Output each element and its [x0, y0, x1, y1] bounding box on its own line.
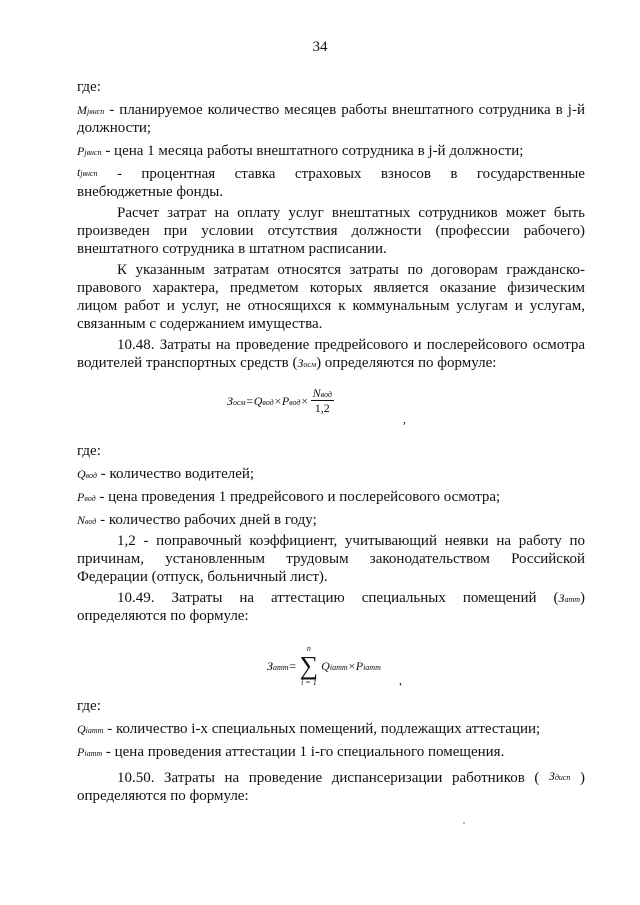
def-price: Pjвнсп - цена 1 месяца работы внештатного сотрудника в j-й должности;	[77, 143, 524, 159]
formula-att-q: Qiатт	[321, 658, 348, 673]
page-number: 34	[312, 39, 328, 55]
def-rate-line1: tjвнсп - процентная ставка страховых взносов в государственные	[77, 165, 585, 182]
where-label-2: где:	[77, 443, 101, 459]
def-attestation-price: Рiатт - цена проведения аттестации 1 i-го специального помещения.	[77, 744, 505, 760]
symbol-z-disp: Здисп	[548, 769, 571, 783]
formula-att-p: Piатт	[355, 658, 381, 673]
formula-att: Затт = n ∑ i = 1 Qiатт × Piатт ,	[267, 644, 402, 687]
def-rate-line2: внебюджетные фонды.	[77, 184, 224, 200]
def-coefficient: 1,2 - поправочный коэффициент, учитывающий неявки на работу по причинам, установленным трудовым законодательством Российской Федерации (отпуск, больничный лист).	[77, 533, 585, 585]
def-rate	[77, 165, 585, 201]
formula-osm-fraction: $\frac{\text{Nвод}}{1,2}$	[312, 386, 332, 416]
symbol-p-jvnsp: Pjвнсп	[77, 144, 102, 158]
paragraph-calc: Расчет затрат на оплату услуг внештатных сотрудников может быть произведен при условии отсутствия должности (профессии рабочего) внештатного сотрудника в штатном расписании.	[77, 205, 585, 257]
section-10-49-heading: 10.49. Затраты на аттестацию специальных помещений (Затт) определяются по формуле:	[77, 590, 585, 624]
formula-osm-q: Qвод	[253, 393, 274, 408]
def-inspection-price: Рвод - цена проведения 1 предрейсового и послерейсового осмотра;	[77, 489, 501, 505]
formula-osm-lhs: Зосм	[227, 393, 246, 408]
formula-osm: Зосм = Qвод × Pвод × $\frac{\text{Nвод}}{1,2}$ ,	[227, 386, 406, 426]
formula-osm-p: Pвод	[281, 393, 301, 408]
section-10-50-line2: определяются по формуле:	[77, 788, 249, 804]
symbol-m-jvnsp: Mjвнсп	[77, 103, 105, 117]
document-body	[77, 78, 585, 805]
def-rooms-count: Qiатт - количество i-х специальных помещений, подлежащих аттестации;	[77, 721, 541, 737]
symbol-z-osm: Зосм	[297, 356, 317, 370]
where-label-3: где:	[77, 698, 101, 714]
formula-att-comma: ,	[399, 673, 402, 687]
symbol-t-jvnsp: tjвнсп	[77, 165, 98, 179]
formula-att-lhs: Затт	[267, 658, 289, 673]
def-drivers-count: Qвод - количество водителей;	[77, 466, 255, 482]
formula-osm-comma: ,	[403, 412, 406, 426]
def-months: Mjвнсп - планируемое количество месяцев работы внештатного сотрудника в j-й должности;	[77, 102, 585, 136]
where-label: где:	[77, 79, 101, 95]
section-10-48-heading: 10.48. Затраты на проведение предрейсового и послерейсового осмотра водителей транспортных средств (Зосм) определяются по формуле:	[77, 337, 585, 371]
symbol-z-att: Затт	[558, 591, 580, 605]
scan-speck	[463, 822, 465, 824]
def-working-days: Nвод - количество рабочих дней в году;	[77, 512, 317, 528]
sum-symbol: n ∑ i = 1	[299, 644, 319, 687]
section-10-50-heading: 10.50. Затраты на проведение диспансеризации работников ( Здисп ) определяются по формуле:	[77, 769, 585, 804]
paragraph-costs: К указанным затратам относятся затраты по договорам гражданско-правового характера, предметом которых является оказание физическим лицом работ и услуг, не относящихся к коммунальным услугам и услугам, связанным с содержанием имущества.	[77, 262, 585, 332]
